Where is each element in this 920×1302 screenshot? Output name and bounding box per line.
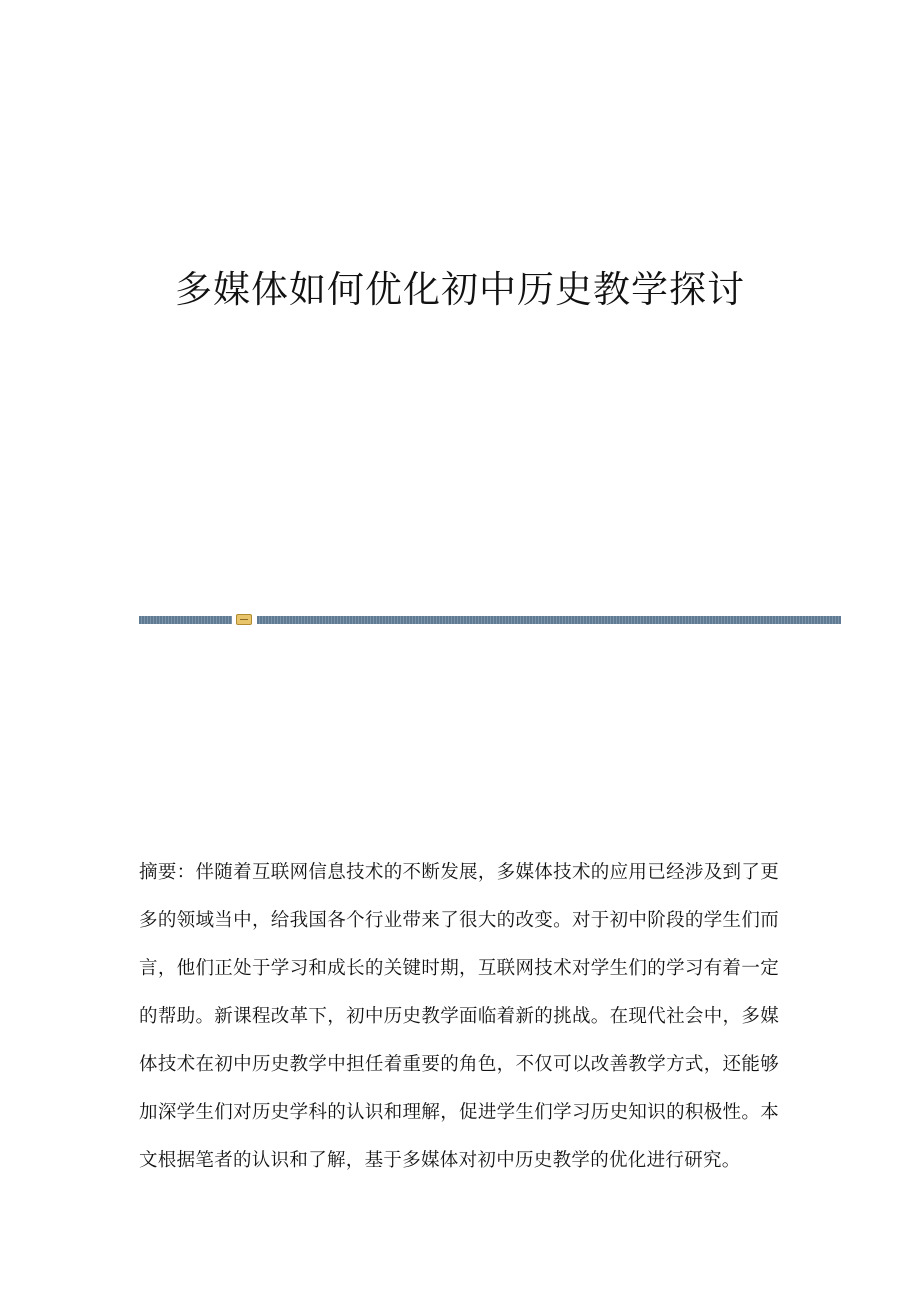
abstract-label: 摘要： (139, 862, 196, 883)
abstract-paragraph (139, 849, 779, 1185)
section-divider (139, 612, 841, 626)
divider-bar-right (257, 616, 841, 624)
divider-bar-left (139, 616, 232, 624)
divider-ornament-icon (236, 614, 252, 625)
page-title: 多媒体如何优化初中历史教学探讨 (175, 268, 745, 311)
abstract-text: 伴随着互联网信息技术的不断发展，多媒体技术的应用已经涉及到了更多的领域当中，给我国各个行业带来了很大的改变。对于初中阶段的学生们而言，他们正处于学习和成长的关键时期，互联网技术对学生们的学习有着一定的帮助。新课程改革下，初中历史教学面临着新的挑战。在现代社会中，多媒体技术在初中历史教学中担任着重要的角色，不仅可以改善教学方式，还能够加深学生们对历史学科的认识和理解，促进学生们学习历史知识的积极性。本文根据笔者的认识和了解，基于多媒体对初中历史教学的优化进行研究。 (139, 862, 779, 1171)
